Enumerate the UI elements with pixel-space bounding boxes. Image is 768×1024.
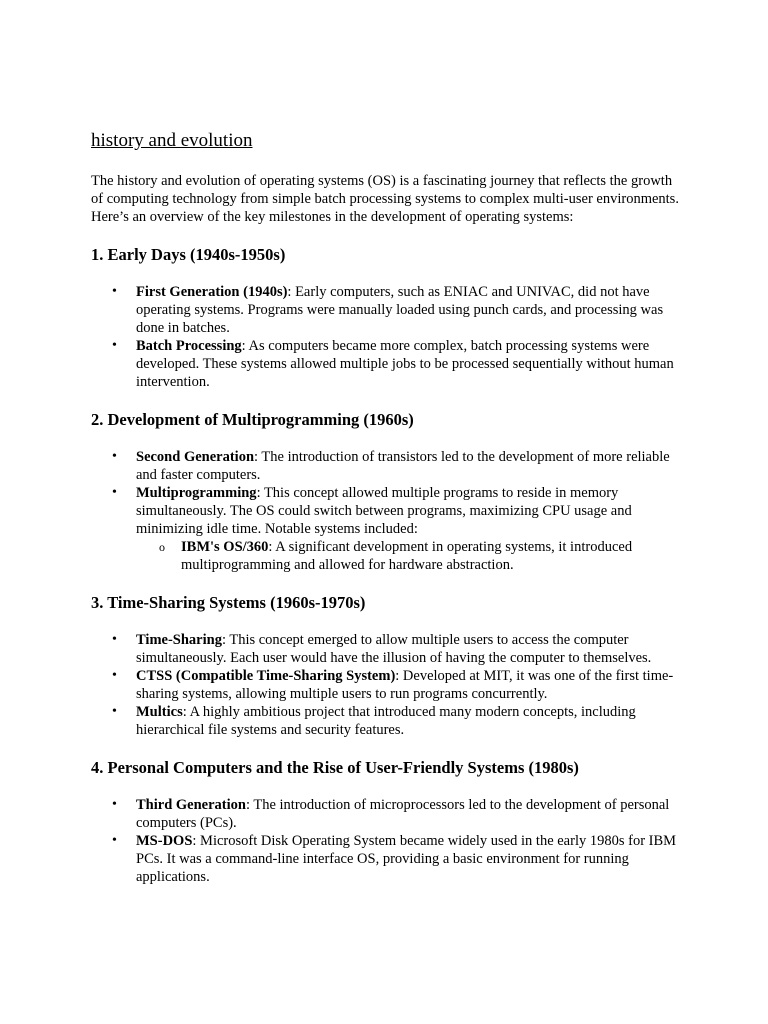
list-item-term: Batch Processing xyxy=(136,338,242,354)
list-item-text: : This concept allowed multiple programs to reside in memory simultaneously. The OS could switch between programs, maximizing CPU usage and minimizing idle time. Notable systems included: xyxy=(136,485,632,537)
list-item xyxy=(91,283,681,337)
list-item-term: Third Generation xyxy=(136,797,246,813)
list-item xyxy=(91,337,681,391)
list-item xyxy=(91,796,681,832)
list-item-text: : Developed at MIT, it was one of the first time-sharing systems, allowing multiple users to run programs concurrently. xyxy=(136,668,674,702)
list-item-text: : The introduction of transistors led to the development of more reliable and faster computers. xyxy=(136,449,670,483)
sub-list-item xyxy=(136,538,681,574)
section-heading-early-days: 1. Early Days (1940s-1950s) xyxy=(91,245,286,264)
list-item xyxy=(91,667,681,703)
list-item xyxy=(91,832,681,886)
list-item-term: Time-Sharing xyxy=(136,632,222,648)
section-list-personal-computers xyxy=(91,796,681,886)
list-item-text: : A significant development in operating systems, it introduced multiprogramming and allowed for hardware abstraction. xyxy=(181,539,633,573)
list-item-text: : A highly ambitious project that introduced many modern concepts, including hierarchical file systems and security features. xyxy=(136,704,636,738)
list-item-text: : The introduction of microprocessors led to the development of personal computers (PCs). xyxy=(136,797,670,831)
intro-paragraph: The history and evolution of operating systems (OS) is a fascinating journey that reflects the growth of computing technology from simple batch processing systems to complex multi-user environments. Here’s an overview of the key milestones in the development of operating systems: xyxy=(91,173,679,225)
list-item-term: IBM's OS/360 xyxy=(181,539,269,555)
list-item-text: : Microsoft Disk Operating System became widely used in the early 1980s for IBM PCs. It was a command-line interface OS, providing a basic environment for running applications. xyxy=(136,833,677,885)
document-content xyxy=(91,128,681,904)
list-item-text: : As computers became more complex, batch processing systems were developed. These systems allowed multiple jobs to be processed sequentially without human intervention. xyxy=(136,338,674,390)
section-heading-multiprogramming: 2. Development of Multiprogramming (1960s) xyxy=(91,410,414,429)
section-list-multiprogramming xyxy=(91,448,681,574)
list-item-term: MS-DOS xyxy=(136,833,193,849)
list-item xyxy=(91,631,681,667)
document-title: history and evolution xyxy=(91,130,253,151)
list-item-text: : This concept emerged to allow multiple users to access the computer simultaneously. Each user would have the illusion of having the computer to themselves. xyxy=(136,632,652,666)
section-heading-time-sharing: 3. Time-Sharing Systems (1960s-1970s) xyxy=(91,593,366,612)
list-item-text: : Early computers, such as ENIAC and UNIVAC, did not have operating systems. Programs were manually loaded using punch cards, and processing was done in batches. xyxy=(136,284,664,336)
list-item-term: Multiprogramming xyxy=(136,485,257,501)
section-heading-personal-computers: 4. Personal Computers and the Rise of User-Friendly Systems (1980s) xyxy=(91,758,579,777)
list-item-term: Multics xyxy=(136,704,183,720)
list-item xyxy=(91,448,681,484)
sub-list xyxy=(136,538,681,574)
list-item xyxy=(91,484,681,574)
list-item-term: CTSS (Compatible Time-Sharing System) xyxy=(136,668,396,684)
section-list-time-sharing xyxy=(91,631,681,739)
list-item-term: Second Generation xyxy=(136,449,255,465)
section-list-early-days xyxy=(91,283,681,391)
list-item xyxy=(91,703,681,739)
list-item-term: First Generation (1940s) xyxy=(136,284,288,300)
